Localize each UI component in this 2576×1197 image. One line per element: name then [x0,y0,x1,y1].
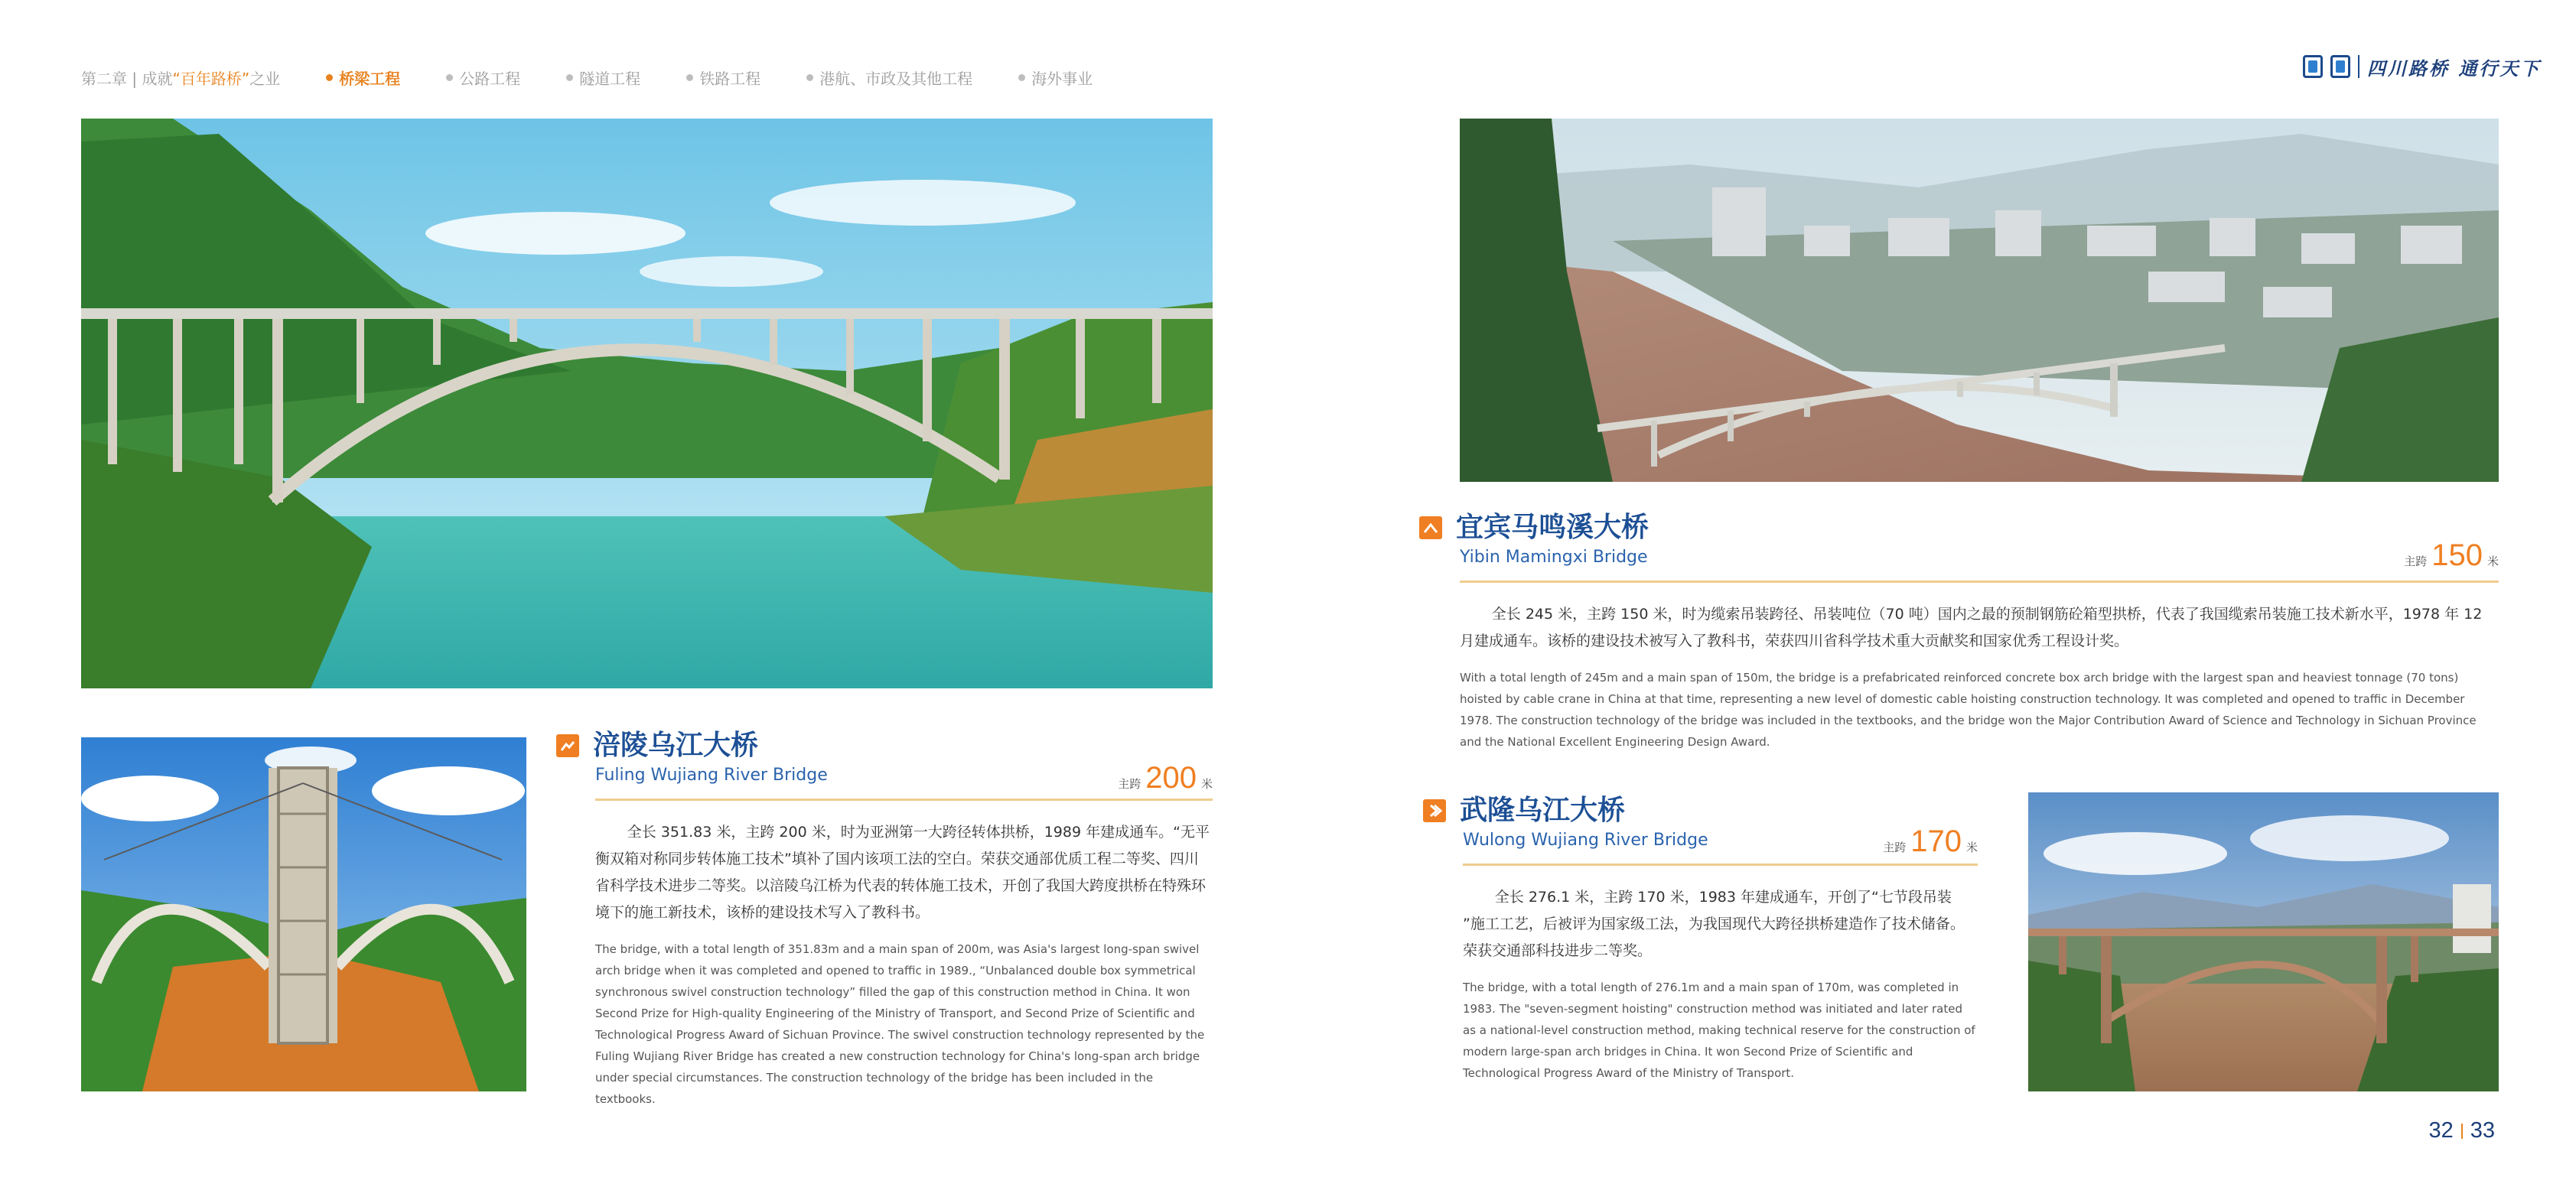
nav-tab-bridge[interactable]: 桥梁工程 [326,67,400,89]
bullet-icon [446,74,453,81]
bridge-title-zh: 武隆乌江大桥 [1460,795,1626,826]
bridge-card-wulong [1423,795,1978,1084]
page-number-left: 32 [2428,1118,2454,1143]
nav-tab-port-municipal[interactable]: 港航、市政及其他工程 [806,67,972,89]
mountain-arrow-icon [556,734,579,757]
chevron-right-icon [1423,799,1446,822]
page-divider [2461,1124,2463,1139]
bridge-description-zh: 全长 276.1 米，主跨 170 米，1983 年建成通车，开创了“七节段吊装 ”施工工艺，后被评为国家级工法，为我国现代大跨径拱桥建造作了技术储备。荣获交通部科技进步二等奖。 [1463,889,1965,959]
title-rule [1463,864,1978,866]
company-seal-icon [2303,55,2323,78]
logo-divider [2358,55,2359,78]
bullet-icon [566,74,573,81]
bridge-title-en: Fuling Wujiang River Bridge [595,766,828,785]
bridge-title-row [1419,512,2499,543]
chapter-label: 第二章 | 成就“百年路桥”之业 [81,69,281,88]
bridge-title-row [556,730,1213,761]
bullet-icon [1018,74,1025,81]
bridge-title-zh: 宜宾马鸣溪大桥 [1456,512,1649,543]
company-logo [2303,50,2541,83]
bridge-title-row [1423,795,1978,826]
nav-tab-highway[interactable]: 公路工程 [446,67,520,89]
main-span: 主跨 150 米 [2404,538,2499,572]
nav-tab-overseas[interactable]: 海外事业 [1018,67,1093,89]
photo-river-arch-bridge [81,119,1213,688]
main-span: 主跨 200 米 [1118,761,1213,795]
bridge-title-en: Wulong Wujiang River Bridge [1463,831,1708,850]
bridge-description-zh: 全长 351.83 米，主跨 200 米，时为亚洲第一大跨径转体拱桥，1989 年建成通车。“无平衡双箱对称同步转体施工技术”填补了国内该项工法的空白。荣获交通部优质工程二等奖、四川省科学技术进步二等奖。以涪陵乌江桥为代表的转体施工技术，开创了我国大跨度拱桥在特殊环境下的施工新技术，该桥的建设技术写入了教科书。 [595,824,1210,921]
bridge-card-fuling [556,730,1213,1110]
logo-text: 四川路桥 通行天下 [2367,57,2542,80]
nav-tab-tunnel[interactable]: 隧道工程 [566,67,640,89]
bridge-title-en: Yibin Mamingxi Bridge [1460,548,1648,567]
main-span: 主跨 170 米 [1883,825,1978,858]
title-rule [1460,581,2499,583]
top-nav [81,66,1138,89]
photo-swivel-arch-construction [81,737,526,1091]
bridge-description-zh: 全长 245 米，主跨 150 米，时为缆索吊装跨径、吊装吨位（70 吨）国内之最的预制钢筋砼箱型拱桥，代表了我国缆索吊装施工技术新水平，1978 年 12 月建成通车。该桥的建设技术被写入了教科书，荣获四川省科学技术重大贡献奖和国家优秀工程设计奖。 [1460,606,2483,649]
bridge-description-en: The bridge, with a total length of 276.1m and a main span of 170m, was completed in 1983. The "seven-segment hoisting" construction method was initiated and later rated as a national-level construction method, making technical reserve for the construction of modern large-span arch bridges in China. It won Second Prize of Scientific and Technological Progress Award of the Ministry of Transport. [1463,981,1975,1080]
photo-yibin-mamingxi-bridge [1460,119,2499,482]
bullet-icon [686,74,693,81]
page-numbers [2428,1118,2495,1143]
bridge-description-en: With a total length of 245m and a main span of 150m, the bridge is a prefabricated reinforced concrete box arch bridge with the largest span and heaviest tonnage (70 tons) hoisted by cable crane in China at that time, representing a new level of domestic cable hoisting construction technology. It was completed and opened to traffic in December 1978. The construction technology of the bridge was included in the textbooks, and the bridge won the Major Contribution Award of Science and Technology in Sichuan Province and the National Excellent Engineering Design Award. [1460,671,2477,749]
title-rule [595,799,1213,801]
photo-wulong-wujiang-bridge [2028,792,2499,1091]
bullet-icon [806,74,813,81]
company-emblem-icon [2330,55,2350,78]
bridge-description-en: The bridge, with a total length of 351.83m and a main span of 200m, was Asia's largest long-span swivel arch bridge when it was completed and opened to traffic in 1989., “Unbalanced double box symmetrical synchronous swivel construction technology” filled the gap of this construction method in China. It won Second Prize for High-quality Engineering of the Ministry of Transport, and Second Prize of Scientific and Technological Progress Award of Sichuan Province. The swivel construction technology represented by the Fuling Wujiang River Bridge has created a new construction technology for China's long-span arch bridge under special circumstances. The construction technology of the bridge has been included in the textbooks. [595,942,1205,1106]
bridge-card-yibin [1419,512,2499,753]
bullet-icon [326,74,333,81]
nav-tab-railway[interactable]: 铁路工程 [686,67,760,89]
mountain-arrow-icon [1419,516,1442,539]
bridge-title-zh: 涪陵乌江大桥 [593,730,759,761]
page-number-right: 33 [2470,1118,2495,1143]
